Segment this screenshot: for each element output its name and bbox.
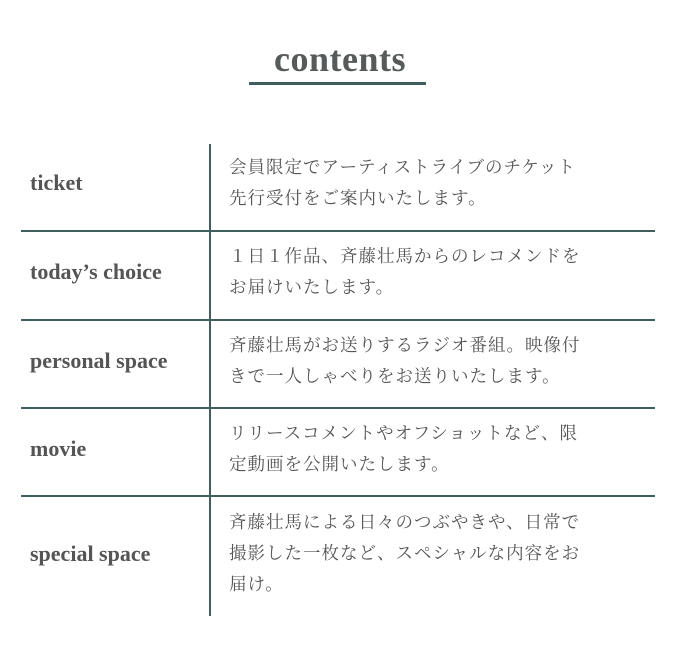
row-description-personal-space <box>229 331 639 393</box>
row-label-movie: movie <box>30 436 87 461</box>
description-line: きで一人しゃべりをお送りいたします。 <box>229 367 561 387</box>
description-line: 届け。 <box>229 575 284 595</box>
row-label-ticket: ticket <box>30 170 83 195</box>
row-description-ticket <box>229 153 639 215</box>
row-label-personal-space: personal space <box>30 348 168 373</box>
description-line: 斉藤壮馬による日々のつぶやきや、日常で <box>229 513 581 533</box>
description-line: 撮影した一枚など、スペシャルな内容をお <box>229 544 581 564</box>
row-separator <box>21 230 655 232</box>
row-separator <box>21 407 655 409</box>
description-line: お届けいたします。 <box>229 278 395 298</box>
row-description-special-space <box>229 508 639 601</box>
row-label-special-space: special space <box>30 541 151 566</box>
title-underline <box>249 82 426 85</box>
column-divider <box>209 144 211 616</box>
description-line: 先行受付をご案内いたします。 <box>229 189 487 209</box>
row-description-todays-choice <box>229 242 639 304</box>
row-label-todays-choice: today’s choice <box>30 259 162 284</box>
row-separator <box>21 319 655 321</box>
description-line: 斉藤壮馬がお送りするラジオ番組。映像付 <box>229 336 581 356</box>
description-line: リリースコメントやオフショットなど、限 <box>229 424 579 444</box>
description-line: 定動画を公開いたします。 <box>229 455 450 475</box>
row-separator <box>21 495 655 497</box>
page-title: contents <box>274 39 406 79</box>
description-line: 会員限定でアーティストライブのチケット <box>229 158 576 178</box>
description-line: １日１作品、斉藤壮馬からのレコメンドを <box>229 247 581 267</box>
row-description-movie <box>229 419 639 481</box>
